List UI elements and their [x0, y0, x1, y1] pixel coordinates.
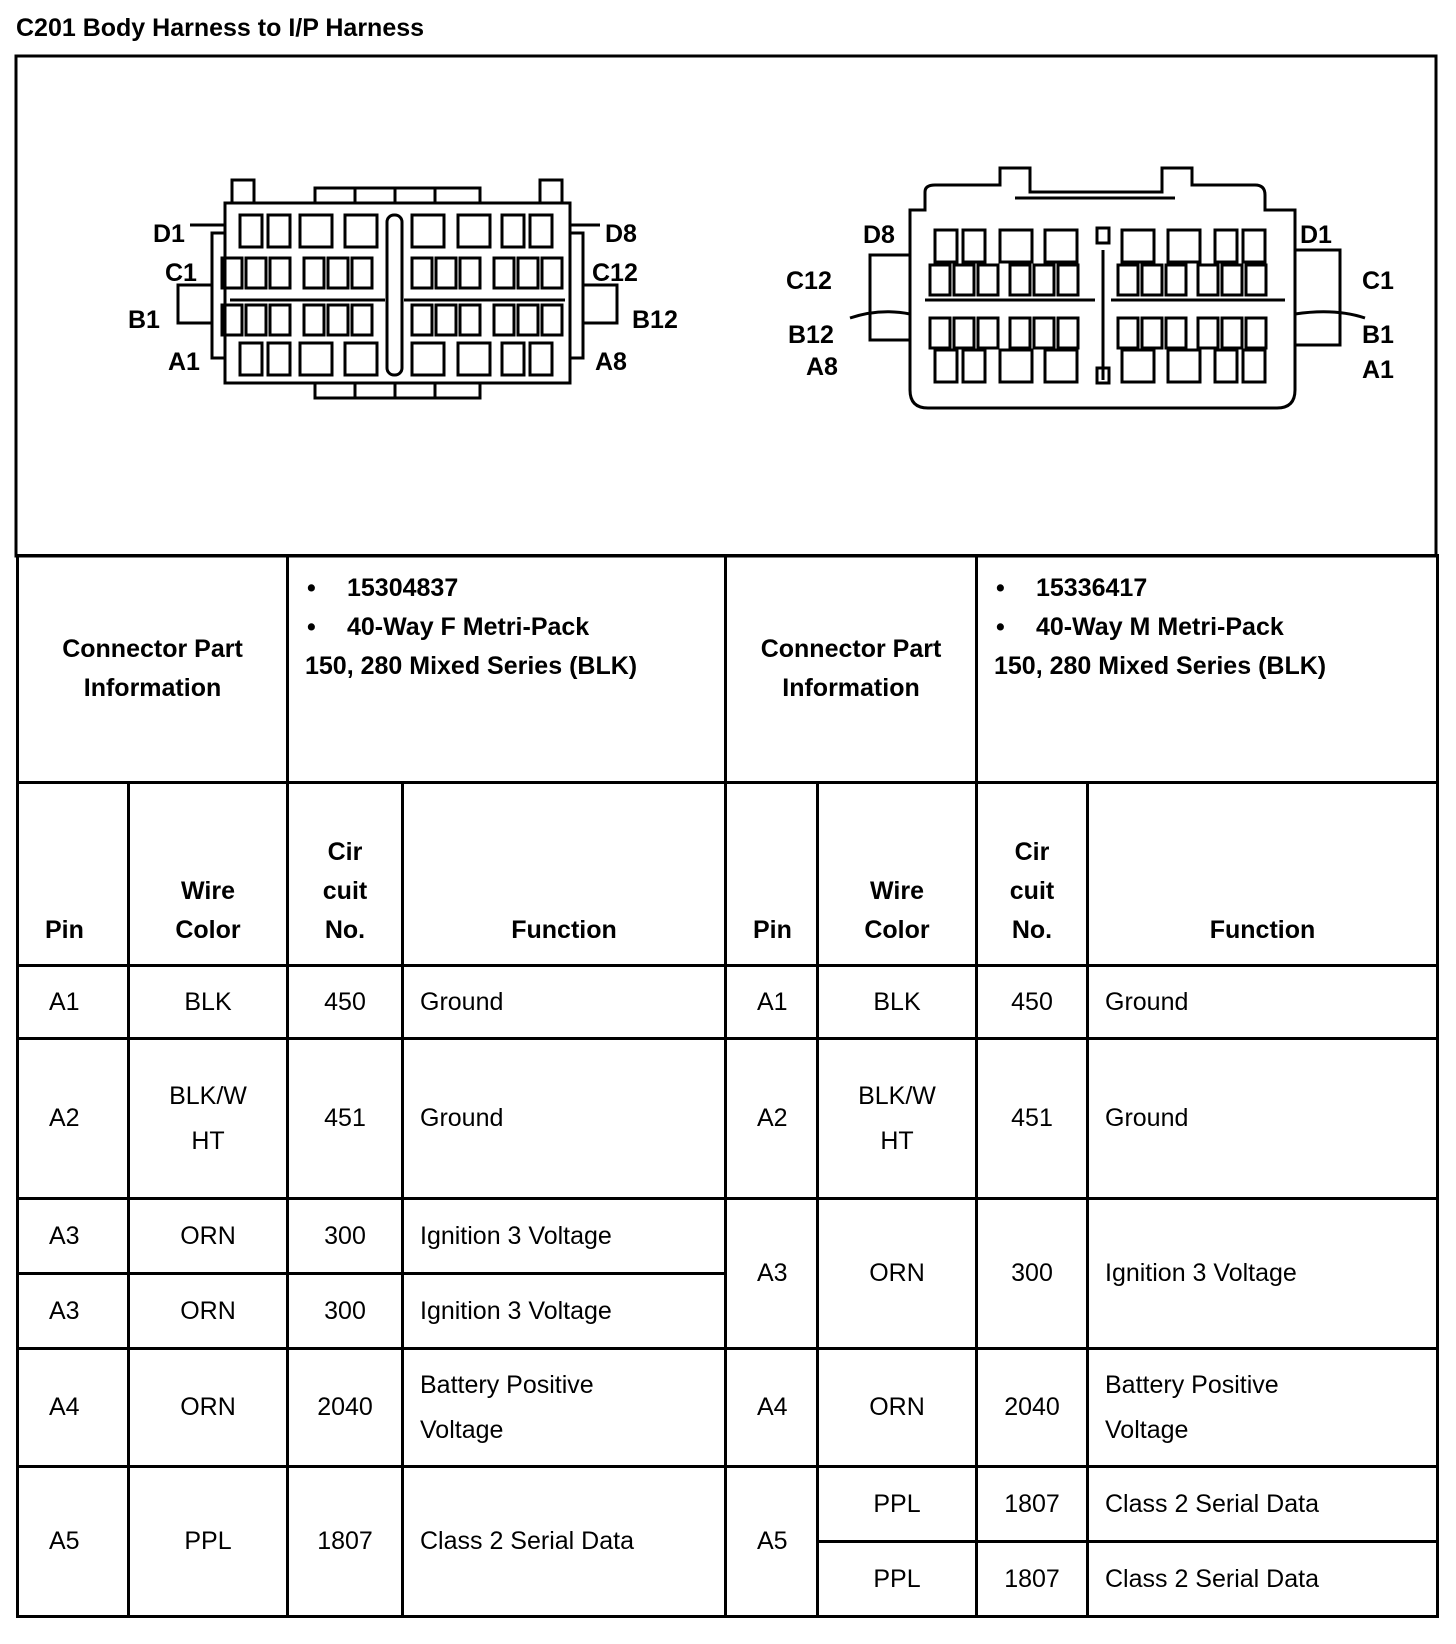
part-info-label-left: Connector Part Information: [18, 556, 288, 783]
part-series: 150, 280 Mixed Series (BLK): [305, 652, 638, 680]
table-row: A2 BLK/W HT 451 Ground A2 BLK/W HT 451 Ground: [18, 1039, 1438, 1199]
table-row: A1 BLK 450 Ground A1 BLK 450 Ground: [18, 966, 1438, 1039]
pin-label: B12: [788, 321, 834, 349]
column-header-row: [18, 783, 1438, 966]
part-info-row: [18, 556, 1438, 783]
col-pin: Pin: [726, 783, 818, 966]
part-number: 15304837: [347, 574, 459, 602]
part-info-label-right: Connector Part Information: [726, 556, 977, 783]
pin-label: B12: [632, 306, 678, 334]
pin-label: C12: [786, 267, 832, 295]
right-connector-labels: [786, 221, 1394, 384]
right-connector-cavities: [930, 230, 1266, 382]
part-info-right: • 15336417 • 40-Way M Metri-Pack 150, 280 Mixed Series (BLK): [977, 556, 1438, 783]
pin-label: D1: [1300, 221, 1332, 249]
pin-label: C1: [165, 259, 197, 287]
table-row: A5 PPL 1807 Class 2 Serial Data A5 PPL 1807 Class 2 Serial Data: [18, 1467, 1438, 1542]
col-circuit: Cir cuit No.: [288, 783, 403, 966]
pin-label: A8: [595, 348, 627, 376]
pin-label: C1: [1362, 267, 1394, 295]
pin-label: C12: [592, 259, 638, 287]
pin-label: D1: [153, 220, 185, 248]
pin-label: B1: [128, 306, 160, 334]
part-info-left: • 15304837 • 40-Way F Metri-Pack 150, 280 Mixed Series (BLK): [288, 556, 726, 783]
part-description: 40-Way F Metri-Pack: [347, 613, 590, 641]
pin-label: A8: [806, 353, 838, 381]
part-description: 40-Way M Metri-Pack: [1036, 613, 1284, 641]
pinout-table: [16, 554, 1439, 1618]
part-number: 15336417: [1036, 574, 1148, 602]
left-connector-cavities: [222, 215, 562, 375]
pin-label: B1: [1362, 321, 1394, 349]
col-function: Function: [403, 783, 726, 966]
table-row: A4 ORN 2040 Battery Positive Voltage A4 ORN 2040 Battery Positive Voltage: [18, 1349, 1438, 1467]
col-pin: Pin: [18, 783, 129, 966]
table-row: A3 ORN 300 Ignition 3 Voltage A3 ORN 300 Ignition 3 Voltage: [18, 1199, 1438, 1274]
col-circuit: Cir cuit No.: [977, 783, 1088, 966]
table-row: PPL 1807 Class 2 Serial Data: [18, 1542, 1438, 1617]
connector-diagram: [0, 0, 1456, 560]
right-connector-drawing: [850, 168, 1365, 408]
pin-label: D8: [605, 220, 637, 248]
pin-label: A1: [168, 348, 200, 376]
part-series: 150, 280 Mixed Series (BLK): [994, 652, 1327, 680]
page-title: C201 Body Harness to I/P Harness: [16, 14, 425, 42]
col-wire-color: Wire Color: [818, 783, 977, 966]
col-wire-color: Wire Color: [129, 783, 288, 966]
pin-label: D8: [863, 221, 895, 249]
col-function: Function: [1088, 783, 1438, 966]
table-row: A3 ORN 300 Ignition 3 Voltage: [18, 1274, 1438, 1349]
pin-label: A1: [1362, 356, 1394, 384]
